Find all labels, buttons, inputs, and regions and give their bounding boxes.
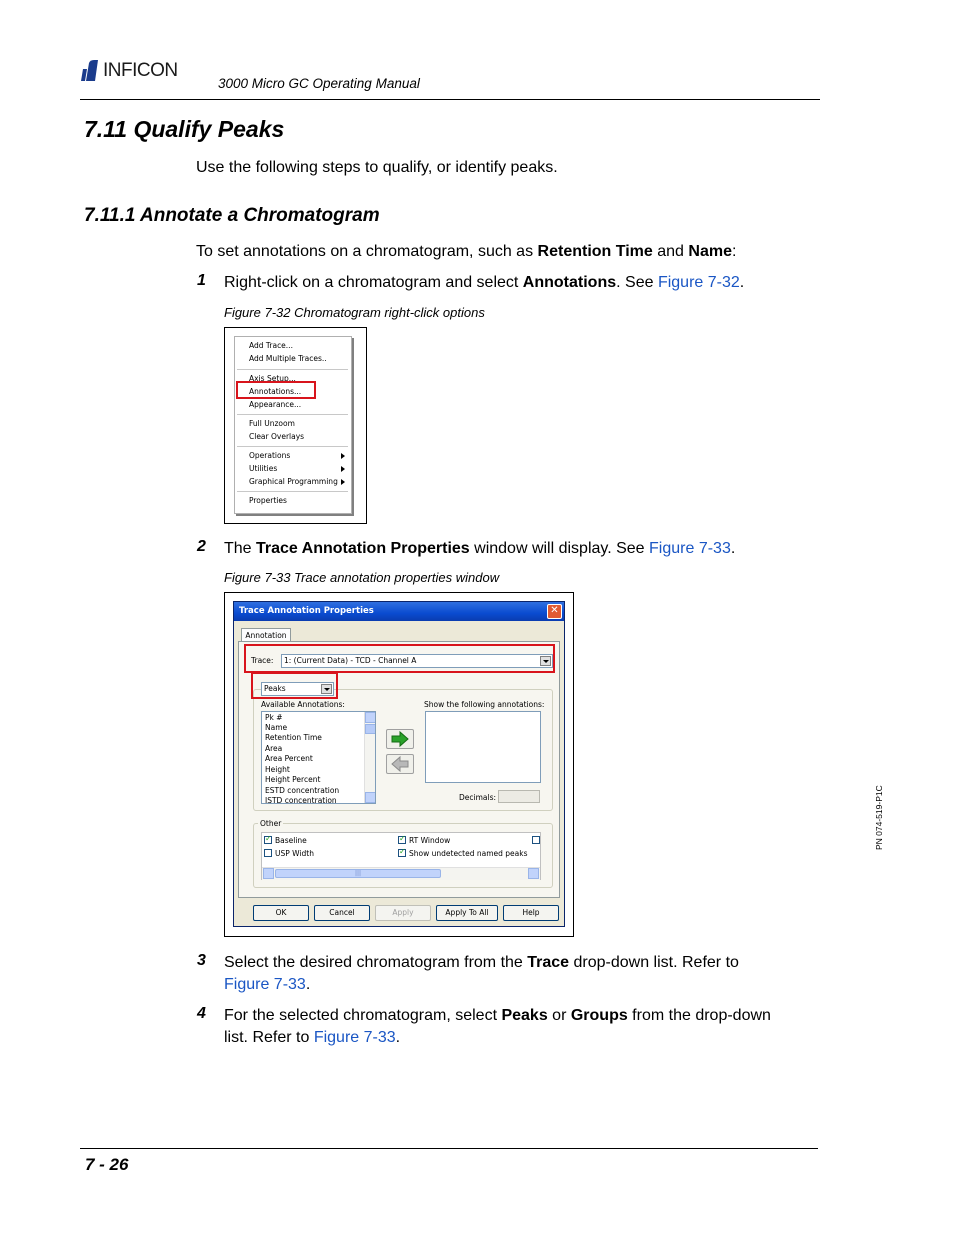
highlight-annotations [236, 381, 316, 399]
option-label: USP Width [275, 849, 314, 858]
step-text: window will display. See [469, 540, 650, 557]
tab-annotation[interactable]: Annotation [241, 628, 291, 643]
checkbox-rt-window[interactable] [398, 836, 406, 844]
list-item[interactable]: Height [265, 765, 290, 774]
step-number: 4 [197, 1005, 206, 1022]
step-text: or [547, 1007, 571, 1024]
logo-text: INFICON [103, 60, 178, 81]
highlight-type [251, 672, 338, 699]
menu-item-operations[interactable]: Operations [249, 451, 291, 460]
part-number: PN 074-519-P1C [874, 785, 884, 850]
available-annotations-list[interactable] [261, 711, 376, 804]
figure-link[interactable]: Figure 7-33 [224, 976, 306, 993]
step-1-text [224, 272, 744, 294]
apply-button[interactable]: Apply [375, 905, 431, 921]
options-panel [261, 832, 541, 880]
menu-item-add-multiple-traces[interactable]: Add Multiple Traces.. [249, 354, 327, 363]
decimals-input[interactable] [498, 790, 540, 803]
submenu-arrow-icon [341, 479, 345, 485]
step-text: from the drop-down [627, 1007, 771, 1024]
scroll-thumb[interactable] [365, 724, 376, 734]
menu-item-graphical-programming[interactable]: Graphical Programming [249, 477, 338, 486]
remove-arrow-button[interactable] [386, 754, 414, 774]
close-icon[interactable]: ✕ [547, 604, 562, 619]
step-bold: Peaks [501, 1007, 548, 1024]
figure-link[interactable]: Figure 7-33 [649, 540, 731, 557]
scroll-thumb[interactable]: ||| [275, 869, 441, 878]
option-label: Show undetected named peaks [409, 849, 528, 858]
context-menu [234, 336, 352, 514]
step-bold: Trace Annotation Properties [256, 540, 470, 557]
trace-dropdown-value: 1: (Current Data) - TCD - Channel A [284, 656, 417, 665]
step-text: list. Refer to [224, 1029, 314, 1046]
highlight-trace [244, 644, 555, 673]
step-text: The [224, 540, 257, 557]
available-label: Available Annotations: [261, 700, 345, 709]
step-number: 3 [197, 952, 206, 969]
apply-to-all-button[interactable]: Apply To All [436, 905, 498, 921]
menu-item-clear-overlays[interactable]: Clear Overlays [249, 432, 305, 441]
section-intro: Use the following steps to qualify, or identify peaks. [196, 159, 558, 176]
footer-rule [80, 1148, 818, 1149]
menu-separator [237, 414, 348, 415]
menu-item-annotations[interactable]: Annotations... [249, 387, 302, 396]
cancel-button[interactable]: Cancel [314, 905, 370, 921]
ok-button[interactable]: OK [253, 905, 309, 921]
scroll-right-icon[interactable] [528, 868, 539, 879]
type-dropdown-value: Peaks [264, 684, 286, 693]
list-item[interactable]: ISTD concentration [265, 796, 337, 804]
intro-bold-retention: Retention Time [537, 243, 653, 260]
submenu-arrow-icon [341, 453, 345, 459]
step-number: 2 [197, 538, 206, 555]
submenu-arrow-icon [341, 466, 345, 472]
page-number: 7 - 26 [85, 1155, 129, 1174]
other-label: Other [260, 819, 282, 828]
subsection-intro [196, 241, 736, 263]
step-2-text [224, 538, 735, 560]
step-text: . See [616, 274, 658, 291]
manual-title: 3000 Micro GC Operating Manual [218, 76, 420, 91]
step-text: Right-click on a chromatogram and select [224, 274, 523, 291]
step-bold: Trace [527, 954, 570, 971]
list-item[interactable]: Area [265, 744, 283, 753]
step-text: . [395, 1029, 401, 1046]
menu-item-utilities[interactable]: Utilities [249, 464, 278, 473]
figure-caption: Figure 7-32 Chromatogram right-click options [224, 305, 485, 320]
menu-item-properties[interactable]: Properties [249, 496, 287, 505]
list-scrollbar[interactable] [364, 712, 375, 803]
list-item[interactable]: Height Percent [265, 775, 321, 784]
list-item[interactable]: ESTD concentration [265, 786, 340, 795]
arrow-left-icon [387, 755, 413, 773]
step-text: . [305, 976, 311, 993]
step-text: For the selected chromatogram, select [224, 1007, 502, 1024]
scroll-left-icon[interactable] [263, 868, 274, 879]
help-button[interactable]: Help [503, 905, 559, 921]
figure-link[interactable]: Figure 7-33 [313, 1029, 396, 1046]
checkbox-usp-width[interactable] [264, 849, 272, 857]
step-text: Select the desired chromatogram from the [224, 954, 528, 971]
figure-caption: Figure 7-33 Trace annotation properties window [224, 570, 500, 585]
step-text: . [730, 540, 736, 557]
figure-link[interactable]: Figure 7-32 [657, 274, 740, 291]
step-bold: Groups [570, 1007, 628, 1024]
menu-separator [237, 369, 348, 370]
checkbox-show-undetected[interactable] [398, 849, 406, 857]
decimals-label: Decimals: [459, 793, 497, 802]
intro-text-mid: and [652, 243, 689, 260]
menu-item-add-trace[interactable]: Add Trace... [249, 341, 293, 350]
list-item[interactable]: Retention Time [265, 733, 322, 742]
checkbox-baseline[interactable] [264, 836, 272, 844]
menu-item-appearance[interactable]: Appearance... [249, 400, 302, 409]
shown-annotations-list[interactable] [425, 711, 541, 783]
step-text: . [739, 274, 745, 291]
arrow-right-icon [387, 730, 413, 748]
show-label: Show the following annotations: [424, 700, 545, 709]
checkbox-extra[interactable] [532, 836, 540, 844]
subsection-title: 7.11.1 Annotate a Chromatogram [84, 205, 380, 226]
option-label: Baseline [275, 836, 307, 845]
option-label: RT Window [409, 836, 451, 845]
menu-separator [237, 491, 348, 492]
intro-bold-name: Name [688, 243, 732, 260]
scroll-up-icon[interactable] [365, 712, 376, 723]
trace-label: Trace: [251, 656, 274, 665]
dialog-title: Trace Annotation Properties [234, 602, 564, 621]
section-title: 7.11 Qualify Peaks [84, 116, 285, 142]
header-rule [80, 99, 820, 100]
inficon-logo [80, 58, 178, 84]
menu-item-axis-setup[interactable]: Axis Setup... [249, 374, 296, 383]
step-3-text [224, 952, 814, 996]
step-text: drop-down list. Refer to [569, 954, 739, 971]
intro-text-end: : [731, 243, 737, 260]
logo-mark-icon [80, 59, 100, 83]
step-bold: Annotations [522, 274, 617, 291]
step-number: 1 [197, 272, 206, 289]
scroll-down-icon[interactable] [365, 792, 376, 803]
list-item[interactable]: Area Percent [265, 754, 313, 763]
list-item[interactable]: Name [265, 723, 288, 732]
add-arrow-button[interactable] [386, 729, 414, 749]
menu-separator [237, 446, 348, 447]
step-4-text [224, 1005, 824, 1049]
menu-item-full-unzoom[interactable]: Full Unzoom [249, 419, 295, 428]
list-item[interactable]: Pk # [265, 713, 283, 722]
horizontal-scrollbar[interactable] [262, 867, 540, 880]
intro-text: To set annotations on a chromatogram, such as [196, 243, 538, 260]
